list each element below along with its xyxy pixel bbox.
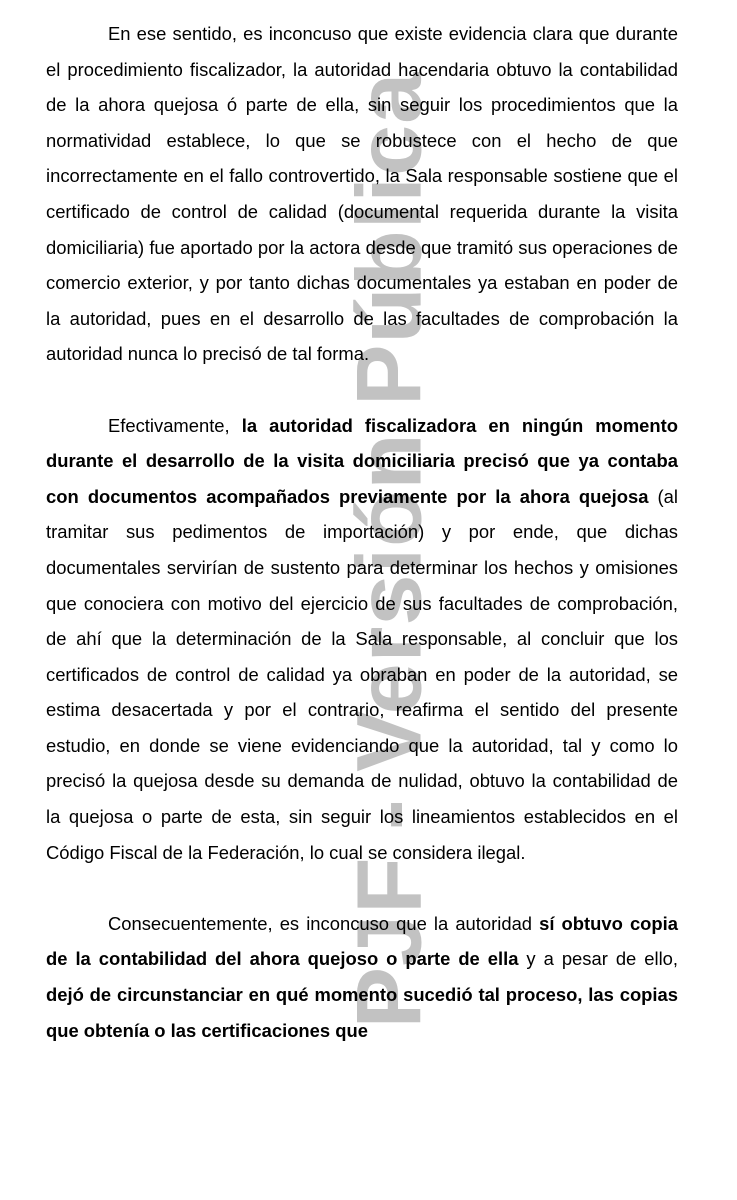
paragraph-2 (46, 408, 678, 871)
watermark-text: PJF - Versión Pública (338, 71, 441, 1029)
document-page (46, 16, 678, 1048)
paragraph-text: Consecuentemente, es inconcuso que la autoridad (108, 912, 540, 934)
paragraph-bold-text: dejó de circunstanciar en qué momento sucedió tal proceso, las copias que obtenía o las certificaciones que (46, 984, 678, 1041)
paragraph-text: En ese sentido, es inconcuso que existe evidencia clara que durante el procedimiento fiscalizador, la autoridad hacendaria obtuvo la contabilidad de la ahora quejosa ó parte de ella, sin seguir los procedimientos que la normatividad establece, lo que se robustece con el hecho de que incorrectamente en el fallo controvertido, la Sala responsable sostiene que el certificado de control de calidad (documental requerida durante la visita domiciliaria) fue aportado por la actora desde que tramitó sus operaciones de comercio exterior, y por tanto dichas documentales ya estaban en poder de la autoridad, pues en el desarrollo de las facultades de comprobación la autoridad nunca lo precisó de tal forma. (46, 23, 678, 365)
paragraph-1 (46, 16, 678, 372)
paragraph-text: y a pesar de ello, (518, 948, 678, 970)
paragraph-bold-text: sí obtuvo copia de la contabilidad del ahora quejoso o parte de ella (46, 912, 678, 970)
paragraph-text: (al tramitar sus pedimentos de importación) y por ende, que dichas documentales servirían de sustento para determinar los hechos y omisiones que conociera con motivo del ejercicio de sus facultades de comprobación, de ahí que la determinación de la Sala responsable, al concluir que los certificados de control de calidad ya obraban en poder de la autoridad, se estima desacertada y por el contrario, reafirma el sentido del presente estudio, en donde se viene evidenciando que la autoridad, tal y como lo precisó la quejosa desde su demanda de nulidad, obtuvo la contabilidad de la quejosa o parte de esta, sin seguir los lineamientos establecidos en el Código Fiscal de la Federación, lo cual se considera ilegal. (46, 485, 678, 863)
paragraph-bold-text: la autoridad fiscalizadora en ningún momento durante el desarrollo de la visita domiciliaria precisó que ya contaba con documentos acompañados previamente por la ahora quejosa (46, 414, 679, 507)
paragraph-text: Efectivamente, (108, 414, 242, 436)
paragraph-3 (46, 906, 678, 1048)
